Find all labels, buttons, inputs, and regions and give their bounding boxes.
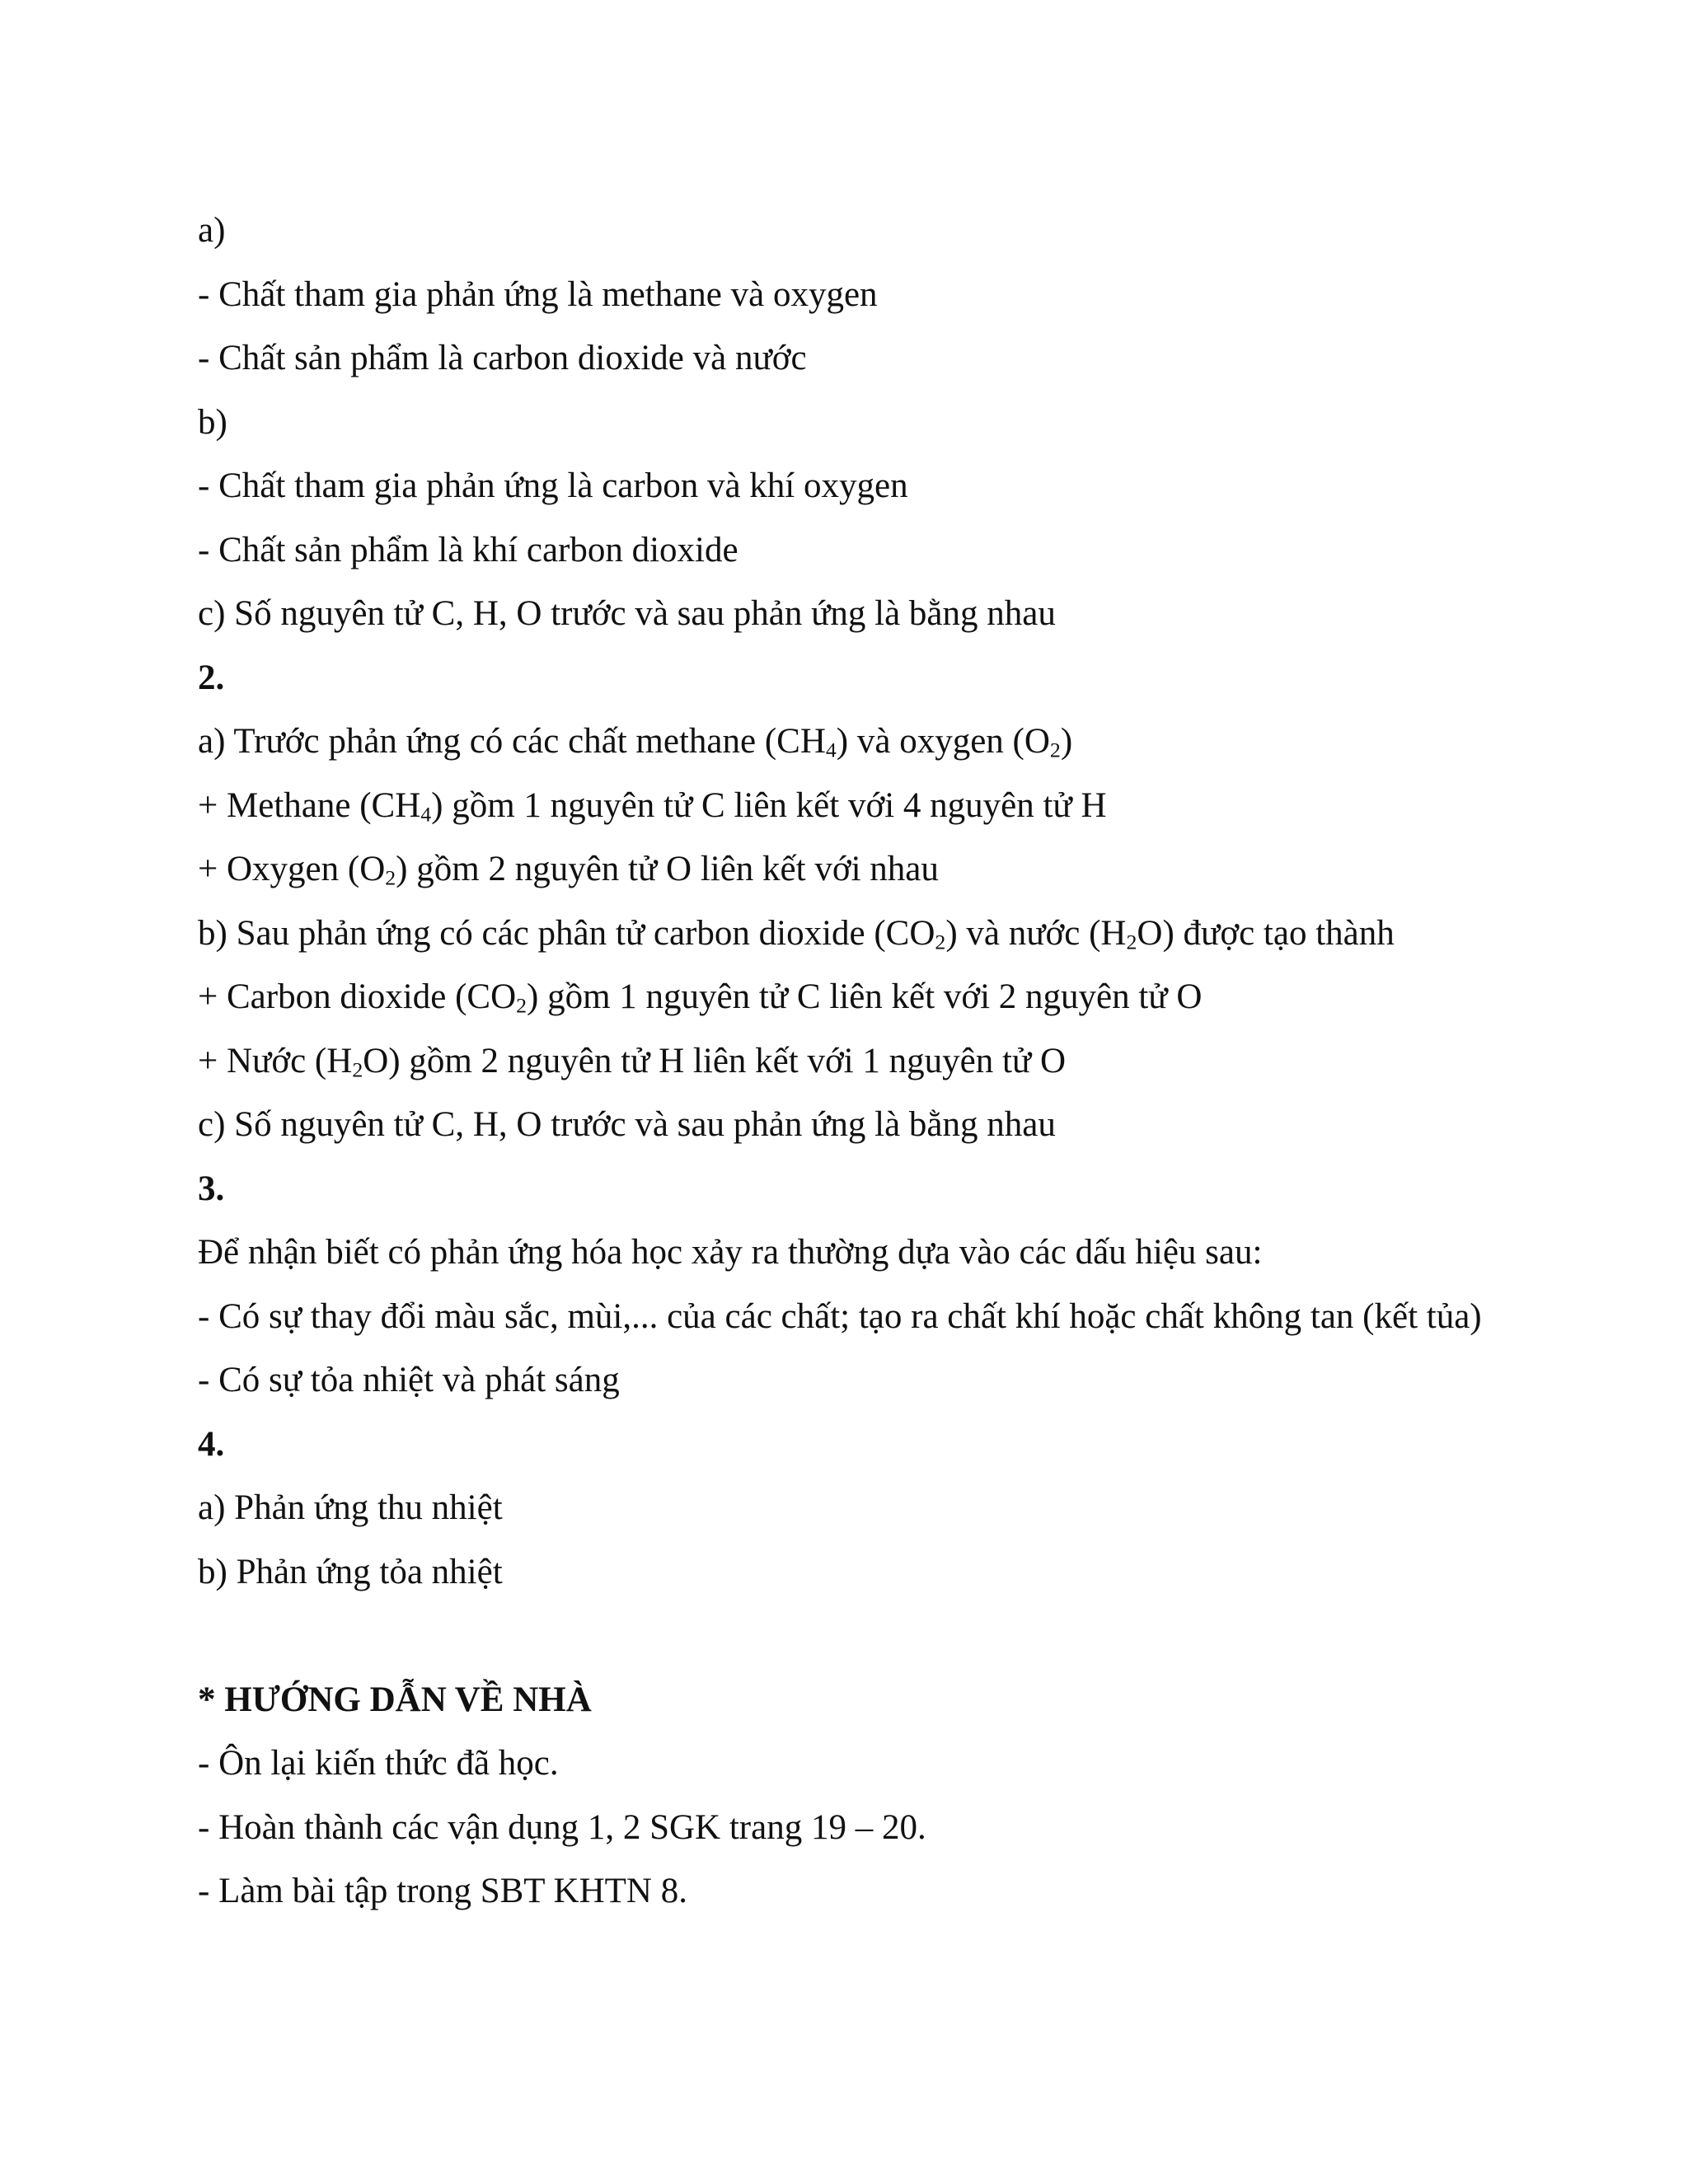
products-line: - Chất sản phẩm là khí carbon dioxide: [198, 530, 738, 569]
document-page: [198, 199, 1533, 1924]
conservation-line: c) Số nguyên tử C, H, O trước và sau phản ứng là bằng nhau: [198, 594, 1056, 633]
after-reaction-line: b) Sau phản ứng có các phân tử carbon dioxide $(CO_2)$ và nước $(H_2O)$ được tạo thành: [198, 913, 1395, 954]
signs-intro-line: Để nhận biết có phản ứng hóa học xảy ra thường dựa vào các dấu hiệu sau:: [198, 1233, 1263, 1272]
sign-color-change-line: - Có sự thay đổi màu sắc, mùi,... của các chất; tạo ra chất khí hoặc chất không tan (kết tủa): [198, 1296, 1482, 1336]
products-line: - Chất sản phẩm là carbon dioxide và nước: [198, 339, 807, 377]
water-structure-line: + Nước $(H_2O)$ gồm 2 nguyên tử H liên kết với 1 nguyên tử O: [198, 1041, 1067, 1082]
before-reaction-line: a) Trước phản ứng có các chất methane $(CH_4)$ và oxygen $(O_2)$: [198, 722, 1073, 762]
homework-item: - Hoàn thành các vận dụng 1, 2 SGK trang 19 – 20.: [198, 1807, 926, 1847]
question-2-heading: 2.: [198, 658, 225, 697]
question-4-heading: 4.: [198, 1424, 225, 1464]
sign-heat-light-line: - Có sự tỏa nhiệt và phát sáng: [198, 1361, 620, 1399]
methane-structure-line: + Methane $(CH_4)$ gồm 1 nguyên tử C liên kết với 4 nguyên tử H: [198, 785, 1107, 827]
carbon-dioxide-structure-line: + Carbon dioxide $(CO_2)$ gồm 1 nguyên tử C liên kết với 2 nguyên tử O: [198, 977, 1203, 1018]
homework-item: - Làm bài tập trong SBT KHTN 8.: [198, 1872, 687, 1910]
blank-spacer: [198, 1604, 1533, 1668]
item-1a-label: a): [198, 211, 226, 250]
reactants-line: - Chất tham gia phản ứng là carbon và khí oxygen: [198, 466, 908, 505]
homework-heading: * HƯỚNG DẪN VỀ NHÀ: [198, 1680, 592, 1719]
question-3-heading: 3.: [198, 1169, 225, 1208]
conservation-line: c) Số nguyên tử C, H, O trước và sau phản ứng là bằng nhau: [198, 1105, 1056, 1144]
homework-item: - Ôn lại kiến thức đã học.: [198, 1744, 559, 1783]
exothermic-line: b) Phản ứng tỏa nhiệt: [198, 1552, 503, 1591]
item-1b-label: b): [198, 402, 227, 442]
reactants-line: - Chất tham gia phản ứng là methane và oxygen: [198, 274, 878, 314]
endothermic-line: a) Phản ứng thu nhiệt: [198, 1488, 503, 1527]
oxygen-structure-line: + Oxygen $(O_2)$ gồm 2 nguyên tử O liên kết với nhau: [198, 850, 939, 890]
